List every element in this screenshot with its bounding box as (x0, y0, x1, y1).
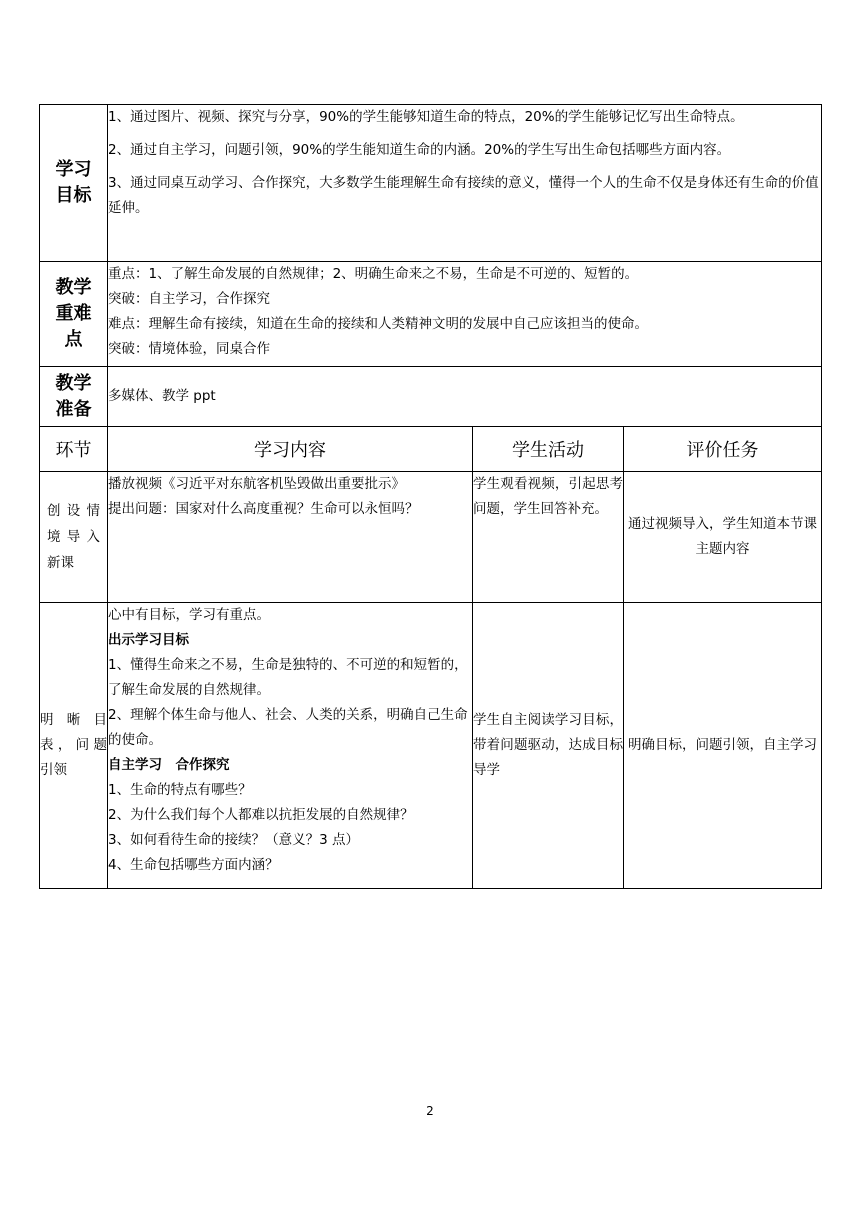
question-item: 4、生命包括哪些方面内涵？ (108, 857, 279, 873)
key-points-row (40, 262, 822, 367)
key-point-line: 突破：情境体验，同桌合作 (108, 341, 270, 357)
stage-activity: 学生自主阅读学习目标，带着问题驱动，达成目标导学 (473, 603, 624, 889)
goals-label-line2: 目标 (55, 185, 92, 206)
goal-item: 3、通过同桌互动学习、合作探究，大多数学生能理解生命有接续的意义，懂得一个人的生命不仅是身体还有生命的价值延伸。 (108, 175, 819, 216)
column-header-evaluation: 评价任务 (624, 427, 822, 472)
preparation-content: 多媒体、教学 ppt (108, 367, 822, 427)
stage-row-goals (40, 603, 822, 889)
preparation-label (40, 367, 108, 427)
stage-content-intro: 心中有目标，学习有重点。 (108, 607, 270, 623)
stage-goal-item: 1、懂得生命来之不易，生命是独特的、不可逆的和短暂的，了解生命发展的自然规律。 (108, 657, 468, 698)
goals-label-line1: 学习 (55, 159, 92, 180)
stage-content-line: 提出问题：国家对什么高度重视？生命可以永恒吗？ (108, 501, 419, 517)
stage-content (108, 603, 473, 889)
stage-row-intro (40, 472, 822, 603)
stage-content-line: 播放视频《习近平对东航客机坠毁做出重要批示》 (108, 476, 405, 492)
preparation-label-line2: 准备 (55, 398, 92, 420)
question-item: 3、如何看待生命的接续？（意义？3 点） (108, 832, 359, 848)
goals-label (40, 105, 108, 262)
goal-item: 1、通过图片、视频、探究与分享，90%的学生能够知道生命的特点，20%的学生能够记忆写出生命特点。 (108, 109, 744, 125)
stage-name: 明晰目表，问题引领 (40, 603, 108, 889)
key-points-label-line1: 教学 (55, 277, 92, 298)
preparation-row (40, 367, 822, 427)
question-item: 2、为什么我们每个人都难以抗拒发展的自然规律？ (108, 807, 414, 823)
column-header-activity: 学生活动 (473, 427, 624, 472)
preparation-label-line1: 教学 (55, 372, 92, 394)
stage-goal-item: 2、理解个体生命与他人、社会、人类的关系，明确自己生命的使命。 (108, 707, 468, 748)
column-header-stage: 环节 (40, 427, 108, 472)
key-point-line: 突破：自主学习，合作探究 (108, 291, 270, 307)
key-points-content (108, 262, 822, 367)
goals-subheading: 出示学习目标 (108, 632, 189, 648)
stage-evaluation: 通过视频导入，学生知道本节课主题内容 (624, 472, 822, 603)
goals-content (108, 105, 822, 262)
key-points-label-line2: 重难 (55, 303, 92, 324)
stage-evaluation: 明确目标，问题引领，自主学习 (624, 603, 822, 889)
column-header-row (40, 427, 822, 472)
stage-activity: 学生观看视频，引起思考问题，学生回答补充。 (473, 472, 624, 603)
page-number: 2 (426, 1104, 434, 1118)
key-points-label-line3: 点 (64, 329, 83, 350)
column-header-content: 学习内容 (108, 427, 473, 472)
lesson-plan-table (39, 104, 822, 889)
study-subheading: 自主学习 合作探究 (108, 757, 230, 773)
stage-name: 创设情境导入新课 (40, 472, 108, 603)
question-item: 1、生命的特点有哪些？ (108, 782, 252, 798)
goal-item: 2、通过自主学习，问题引领，90%的学生能知道生命的内涵。20%的学生写出生命包括哪些方面内容。 (108, 142, 731, 158)
key-points-label (40, 262, 108, 367)
key-point-line: 难点：理解生命有接续，知道在生命的接续和人类精神文明的发展中自己应该担当的使命。 (108, 316, 648, 332)
stage-content (108, 472, 473, 603)
goals-row (40, 105, 822, 262)
key-point-line: 重点：1、了解生命发展的自然规律；2、明确生命来之不易，生命是不可逆的、短暂的。 (108, 266, 639, 282)
